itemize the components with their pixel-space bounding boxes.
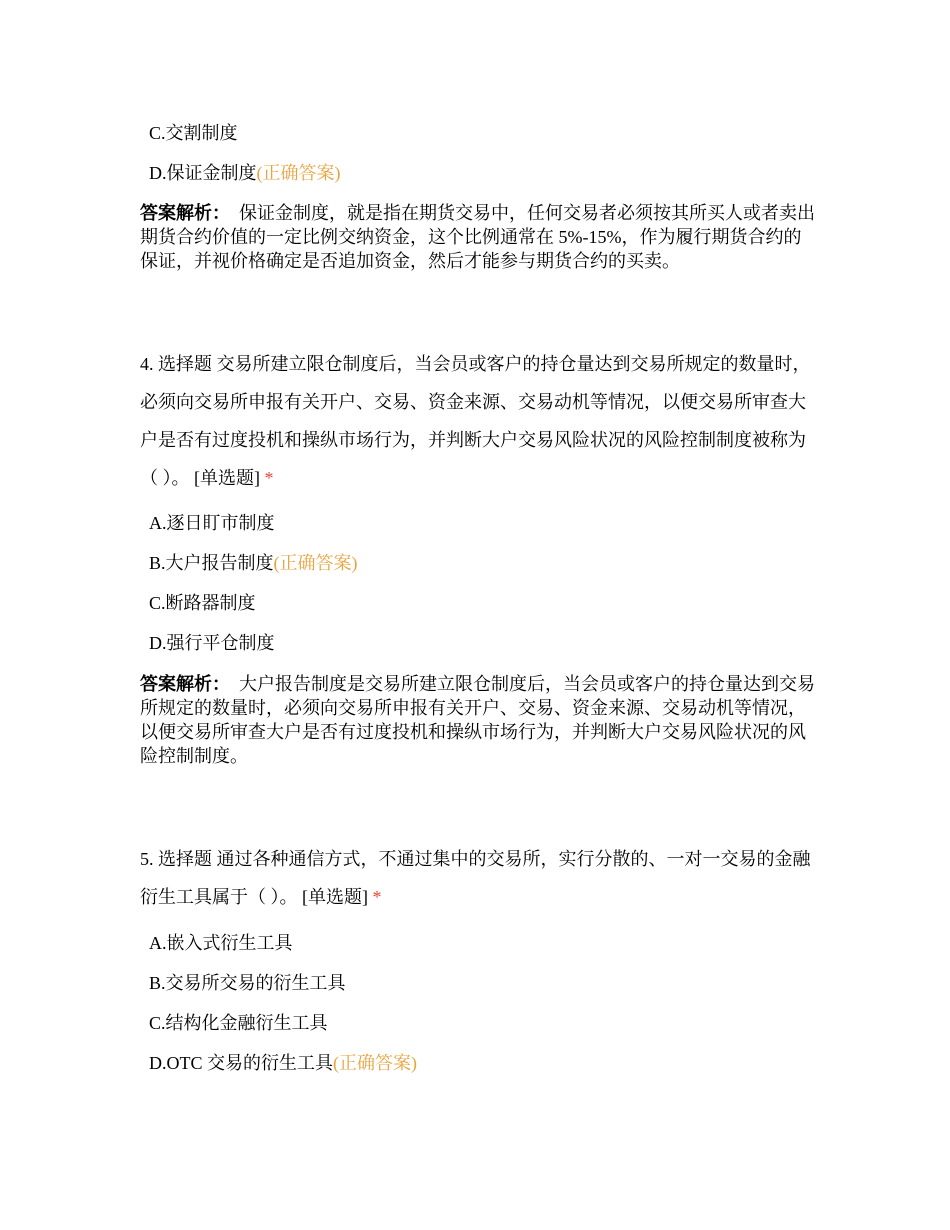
q5-option-a [149,931,293,955]
correct-answer-tag: (正确答案) [273,553,358,573]
option-label: C.结构化金融衍生工具 [149,1013,328,1033]
question-text: 5. 选择题 通过各种通信方式，不通过集中的交易所，实行分散的、一对一交易的金融衍生工具属于（ ）。 [单选题] [140,849,811,907]
q5-option-d [149,1051,417,1075]
correct-answer-tag: (正确答案) [256,163,341,183]
q5-option-c [149,1011,328,1035]
option-label: C.断路器制度 [149,593,256,613]
option-label: A.逐日盯市制度 [149,513,275,533]
q4-option-d [149,631,275,655]
q4-question [140,345,816,497]
option-label: D.强行平仓制度 [149,633,275,653]
required-mark: * [372,887,382,907]
analysis-label: 答案解析： [140,674,230,694]
option-label: D.保证金制度 [149,163,257,183]
q4-option-c [149,591,256,615]
option-label: C.交割制度 [149,123,238,143]
q3-analysis [140,201,816,273]
analysis-text: 大户报告制度是交易所建立限仓制度后，当会员或客户的持仓量达到交易所规定的数量时，必须向交易所申报有关开户、交易、资金来源、交易动机等情况，以便交易所审查大户是否有过度投机和操纵市场行为，并判断大户交易风险状况的风险控制制度。 [140,674,815,766]
required-mark: * [264,468,274,488]
q4-option-a [149,511,275,535]
q5-option-b [149,971,346,995]
analysis-text: 保证金制度，就是指在期货交易中，任何交易者必须按其所买人或者卖出期货合约价值的一定比例交纳资金，这个比例通常在 5%-15%，作为履行期货合约的保证，并视价格确定是否追加资金，然后才能参与期货合约的买卖。 [140,203,815,271]
option-label: A.嵌入式衍生工具 [149,933,293,953]
q3-option-d [149,161,341,185]
question-text: 4. 选择题 交易所建立限仓制度后，当会员或客户的持仓量达到交易所规定的数量时，必须向交易所申报有关开户、交易、资金来源、交易动机等情况，以便交易所审查大户是否有过度投机和操纵市场行为，并判断大户交易风险状况的风险控制制度被称为（ ）。 [单选题] [140,354,811,488]
q3-option-c [149,121,238,145]
q4-option-b [149,551,358,575]
option-label: D.OTC 交易的衍生工具 [149,1053,333,1073]
q4-analysis [140,672,816,768]
analysis-label: 答案解析： [140,203,230,223]
correct-answer-tag: (正确答案) [333,1053,417,1073]
q5-question [140,840,816,916]
option-label: B.大户报告制度 [149,553,274,573]
option-label: B.交易所交易的衍生工具 [149,973,346,993]
